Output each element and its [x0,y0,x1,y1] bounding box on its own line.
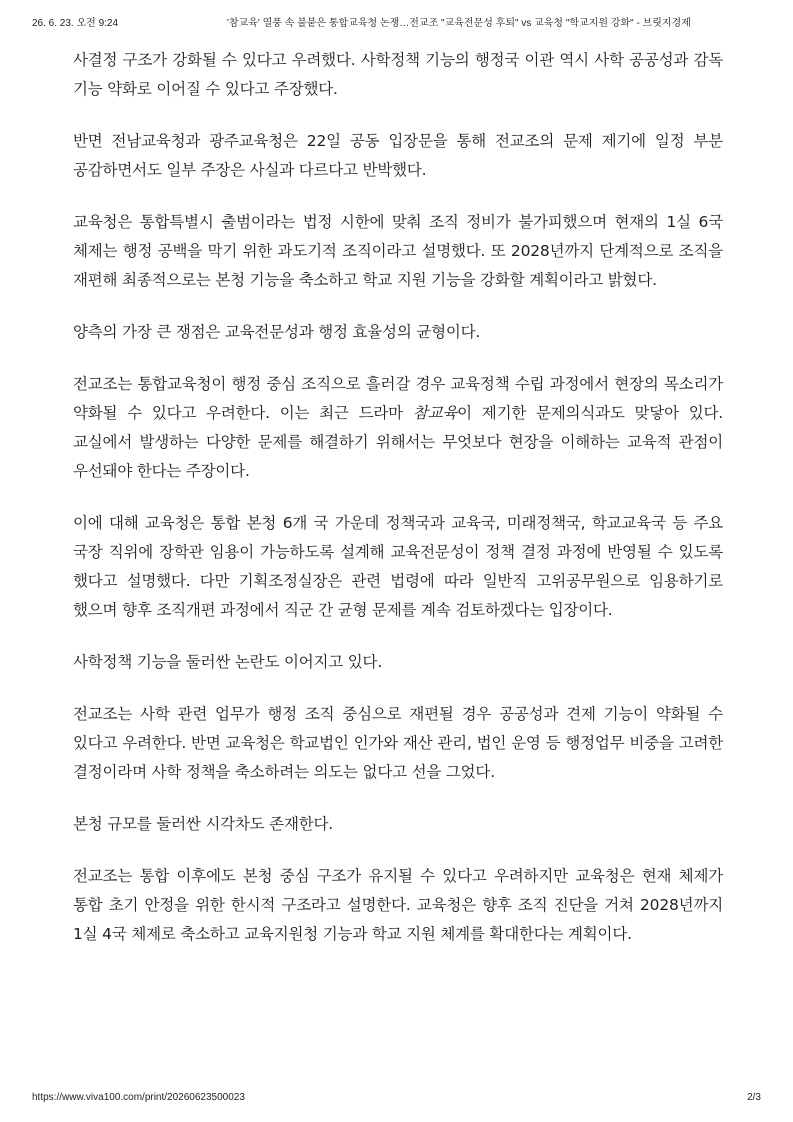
article-paragraph: 이에 대해 교육청은 통합 본청 6개 국 가운데 정책국과 교육국, 미래정책국, 학교교육국 등 주요 국장 직위에 장학관 임용이 가능하도록 설계해 교육전문성이 정책 결정 과정에 반영될 수 있도록 했다고 설명했다. 다만 기획조정실장은 관련 법령에 따라 일반직 고위공무원으로 임용하기로 했으며 향후 조직개편 과정에서 직군 간 균형 문제를 계속 검토하겠다는 입장이다. [73,514,723,619]
paragraph-text: 전교조는 통합교육청이 행정 중심 조직으로 흘러갈 경우 교육정책 수립 과정에서 현장의 목소리가 약화될 수 있다고 우려한다. 이는 최근 드라마 [73,375,723,422]
print-header [32,14,761,30]
article-paragraph: 교육청은 통합특별시 출범이라는 법정 시한에 맞춰 조직 정비가 불가피했으며 현재의 1실 6국 체제는 행정 공백을 막기 위한 과도기적 조직이라고 설명했다. 또 2028년까지 단계적으로 조직을 재편해 최종적으로는 본청 기능을 축소하고 학교 지원 기능을 강화할 계획이라고 밝혔다. [73,213,723,289]
article-paragraph: 사결정 구조가 강화될 수 있다고 우려했다. 사학정책 기능의 행정국 이관 역시 사학 공공성과 감독 기능 약화로 이어질 수 있다고 주장했다. [73,51,723,98]
print-url: https://www.viva100.com/print/20260623500023 [32,1092,245,1103]
page-number: 2/3 [747,1092,761,1103]
print-page-title: '참교육' 열풍 속 불붙은 통합교육청 논쟁…전교조 "교육전문성 후퇴" vs 교육청 "학교지원 강화" - 브릿지경제 [227,18,691,29]
article-paragraph: 반면 전남교육청과 광주교육청은 22일 공동 입장문을 통해 전교조의 문제 제기에 일정 부분 공감하면서도 일부 주장은 사실과 다르다고 반박했다. [73,132,723,179]
paragraph-text: 이 제기한 문제의식과도 맞닿아 있다. 교실에서 발생하는 다양한 문제를 해결하기 위해서는 무엇보다 현장을 이해하는 교육적 관점이 우선돼야 한다는 주장이다. [73,404,724,480]
article-paragraph: 양측의 가장 큰 쟁점은 교육전문성과 행정 효율성의 균형이다. [73,323,481,341]
print-footer [32,1092,761,1108]
article-paragraph: 사학정책 기능을 둘러싼 논란도 이어지고 있다. [73,653,383,671]
article-paragraph: 전교조는 통합 이후에도 본청 중심 구조가 유지될 수 있다고 우려하지만 교육청은 현재 체제가 통합 초기 안정을 위한 한시적 구조라고 설명한다. 교육청은 향후 조직 진단을 거쳐 2028년까지 1실 4국 체제로 축소하고 교육지원청 기능과 학교 지원 체계를 확대한다는 계획이다. [73,867,723,943]
article-paragraph [73,370,723,486]
article-body [73,46,723,972]
print-datetime: 26. 6. 23. 오전 9:24 [32,18,119,29]
article-paragraph: 본청 규모를 둘러싼 시각차도 존재한다. [73,815,334,833]
article-paragraph: 전교조는 사학 관련 업무가 행정 조직 중심으로 재편될 경우 공공성과 견제 기능이 약화될 수 있다고 우려한다. 반면 교육청은 학교법인 인가와 재산 관리, 법인 운영 등 행정업무 비중을 고려한 결정이라며 사학 정책을 축소하려는 의도는 없다고 선을 그었다. [73,705,723,781]
drama-title: 참교육 [412,404,458,422]
